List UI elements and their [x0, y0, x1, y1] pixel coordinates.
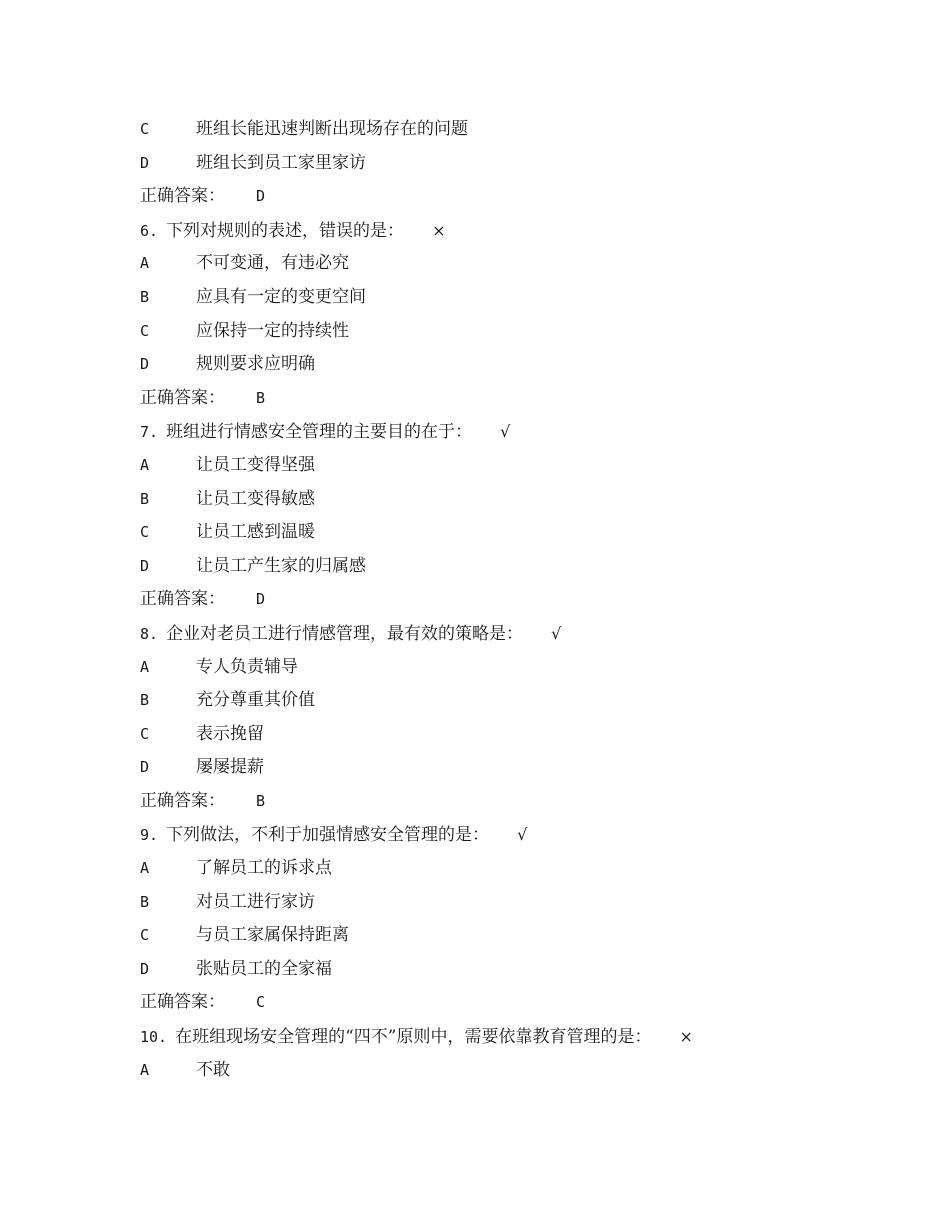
option-line [140, 516, 840, 550]
question-text: 下列做法，不利于加强情感安全管理的是： [166, 825, 490, 846]
option-letter: C [140, 120, 150, 138]
option-line [140, 953, 840, 987]
option-text: 应保持一定的持续性 [196, 320, 349, 341]
option-letter: D [140, 153, 150, 172]
option-text: 不可变通，有违必究 [196, 253, 349, 274]
option-line [140, 651, 840, 685]
correct-answer-value: B [256, 388, 266, 407]
question-number: 9. [140, 826, 159, 845]
cross-mark-icon: × [432, 220, 446, 240]
correct-answer-value: C [256, 993, 266, 1012]
option-text: 让员工产生家的归属感 [196, 555, 366, 576]
option-line [140, 113, 840, 147]
option-line [140, 886, 840, 920]
option-text: 班组长到员工家里家访 [196, 152, 366, 173]
option-line [140, 852, 840, 886]
option-line [140, 483, 840, 517]
option-letter: D [140, 758, 150, 777]
question-text: 企业对老员工进行情感管理，最有效的策略是： [166, 623, 524, 644]
option-line [140, 147, 840, 181]
option-letter: D [140, 355, 150, 374]
option-letter: D [140, 959, 150, 978]
option-letter: A [140, 455, 150, 474]
option-letter: B [140, 489, 150, 508]
correct-answer-line [140, 180, 840, 214]
option-text: 不敢 [196, 1059, 230, 1080]
option-line [140, 550, 840, 584]
option-line [140, 684, 840, 718]
option-text: 专人负责辅导 [196, 656, 298, 677]
correct-answer-label: 正确答案： [140, 387, 225, 408]
option-line [140, 281, 840, 315]
correct-answer-line [140, 382, 840, 416]
correct-answer-line [140, 986, 840, 1020]
option-letter: B [140, 691, 150, 710]
option-text: 让员工变得坚强 [196, 454, 315, 475]
correct-answer-label: 正确答案： [140, 992, 225, 1013]
option-letter: A [140, 657, 150, 676]
option-letter: A [140, 1060, 150, 1079]
question-line [140, 818, 840, 852]
correct-answer-line [140, 785, 840, 819]
correct-answer-label: 正确答案： [140, 186, 225, 207]
option-text: 对员工进行家访 [196, 891, 315, 912]
option-line [140, 247, 840, 281]
check-mark-icon: √ [517, 825, 528, 845]
option-line [140, 751, 840, 785]
question-text: 下列对规则的表述，错误的是： [166, 220, 405, 241]
question-number: 8. [140, 624, 159, 643]
option-text: 与员工家属保持距离 [196, 925, 349, 946]
option-text: 班组长能迅速判断出现场存在的问题 [196, 119, 468, 139]
option-line [140, 718, 840, 752]
question-line [140, 415, 840, 449]
option-text: 应具有一定的变更空间 [196, 286, 366, 307]
question-number: 7. [140, 423, 159, 442]
option-text: 规则要求应明确 [196, 354, 315, 375]
check-mark-icon: √ [551, 623, 562, 643]
option-letter: C [140, 523, 150, 542]
check-mark-icon: √ [500, 422, 511, 442]
correct-answer-label: 正确答案： [140, 790, 225, 811]
option-letter: C [140, 724, 150, 743]
option-letter: B [140, 287, 150, 306]
option-line [140, 315, 840, 349]
document-page [140, 113, 840, 1087]
option-text: 让员工变得敏感 [196, 488, 315, 509]
option-text: 充分尊重其价值 [196, 690, 315, 711]
option-text: 表示挽留 [196, 723, 264, 744]
option-line [140, 348, 840, 382]
option-text: 屡屡提薪 [196, 757, 264, 778]
question-line [140, 214, 840, 248]
option-letter: D [140, 556, 150, 575]
option-text: 让员工感到温暖 [196, 522, 315, 543]
option-line [140, 1054, 840, 1088]
correct-answer-value: B [256, 791, 266, 810]
question-number: 6. [140, 221, 159, 240]
question-number: 10. [140, 1028, 168, 1047]
correct-answer-label: 正确答案： [140, 589, 225, 610]
cross-mark-icon: × [679, 1027, 693, 1047]
option-letter: B [140, 892, 150, 911]
correct-answer-value: D [256, 590, 266, 609]
question-text: 班组进行情感安全管理的主要目的在于： [166, 422, 473, 443]
option-letter: C [140, 321, 150, 340]
option-line [140, 449, 840, 483]
option-letter: C [140, 926, 150, 945]
correct-answer-line [140, 583, 840, 617]
question-line [140, 1020, 840, 1054]
option-letter: A [140, 254, 150, 273]
option-text: 张贴员工的全家福 [196, 958, 332, 979]
option-letter: A [140, 859, 150, 878]
option-line [140, 919, 840, 953]
question-line [140, 617, 840, 651]
question-text: 在班组现场安全管理的“四不”原则中，需要依靠教育管理的是： [175, 1027, 652, 1048]
correct-answer-value: D [256, 187, 266, 206]
option-text: 了解员工的诉求点 [196, 858, 332, 879]
